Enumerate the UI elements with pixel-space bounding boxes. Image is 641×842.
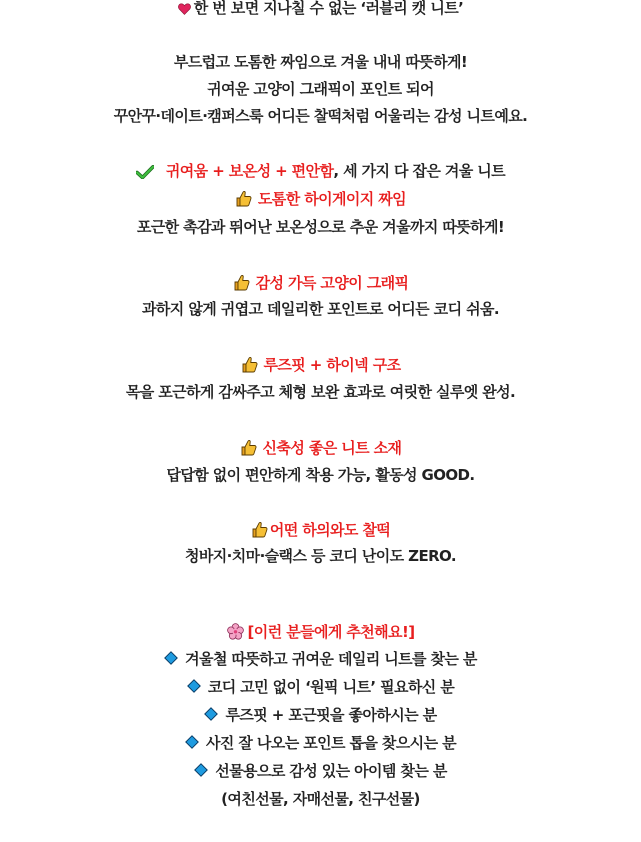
thumbs-up-icon xyxy=(240,439,257,456)
feature-desc: 과하지 않게 귀엽고 데일리한 포인트로 어디든 코디 쉬움. xyxy=(142,300,499,318)
recommend-item-text: 겨울철 따뜻하고 귀여운 데일리 니트를 찾는 분 xyxy=(185,650,477,668)
blue-diamond-icon xyxy=(194,763,208,777)
recommend-item xyxy=(0,761,641,781)
feature-title-text: 신축성 좋은 니트 소재 xyxy=(262,439,402,457)
heart-icon xyxy=(178,3,191,15)
feature-title-text: 루즈핏 + 하이넥 구조 xyxy=(263,356,401,374)
summary-highlight: 귀여움 + 보온성 + 편안함 xyxy=(165,162,334,180)
feature-title-text: 도톰한 하이게이지 짜임 xyxy=(257,190,407,208)
recommend-title xyxy=(0,622,641,642)
recommend-item-text: 코디 고민 없이 ‘원픽 니트’ 필요하신 분 xyxy=(207,678,455,696)
recommend-item xyxy=(0,677,641,697)
recommend-footnote: (여친선물, 자매선물, 친구선물) xyxy=(221,790,420,808)
recommend-item-text: 선물용으로 감성 있는 아이템 찾는 분 xyxy=(215,762,447,780)
recommend-title-text: [이런 분들에게 추천해요!] xyxy=(247,623,415,641)
feature-desc: 포근한 촉감과 뛰어난 보온성으로 추운 겨울까지 따뜻하게! xyxy=(136,218,505,236)
blue-diamond-icon xyxy=(204,707,218,721)
blue-diamond-icon xyxy=(164,651,178,665)
feature-title-text: 감성 가득 고양이 그래픽 xyxy=(255,274,409,292)
feature-desc: 목을 포근하게 감싸주고 체형 보완 효과로 여릿한 실루엣 완성. xyxy=(125,383,516,401)
feature-desc: 답답함 없이 편안하게 착용 가능, 활동성 GOOD. xyxy=(166,466,475,484)
intro-line: 부드럽고 도톰한 짜임으로 겨울 내내 따뜻하게! xyxy=(173,53,468,71)
thumbs-up-icon xyxy=(241,356,258,373)
feature-title xyxy=(0,355,641,375)
feature-title xyxy=(0,520,641,540)
recommend-item-text: 루즈핏 + 포근핏을 좋아하시는 분 xyxy=(225,706,437,724)
headline-text: 한 번 보면 지나칠 수 없는 ‘러블리 캣 니트’ xyxy=(193,0,464,17)
blue-diamond-icon xyxy=(185,735,199,749)
feature-title xyxy=(0,273,641,293)
feature-title xyxy=(0,438,641,458)
intro-line: 꾸안꾸·데이트·캠퍼스룩 어디든 찰떡처럼 어울리는 감성 니트예요. xyxy=(113,107,528,125)
intro-line: 귀여운 고양이 그래픽이 포인트 되어 xyxy=(207,80,434,98)
checkmark-icon xyxy=(136,165,154,179)
thumbs-up-icon xyxy=(235,190,252,207)
cherry-blossom-icon xyxy=(227,623,244,640)
recommend-item-text: 사진 잘 나오는 포인트 톱을 찾으시는 분 xyxy=(206,734,456,752)
headline xyxy=(0,0,641,18)
recommend-item xyxy=(0,733,641,753)
summary-line xyxy=(0,161,641,181)
summary-rest: , 세 가지 다 잡은 겨울 니트 xyxy=(333,162,506,180)
recommend-item xyxy=(0,649,641,669)
thumbs-up-icon xyxy=(251,521,268,538)
blue-diamond-icon xyxy=(187,679,201,693)
thumbs-up-icon xyxy=(233,274,250,291)
feature-title xyxy=(0,189,641,209)
recommend-item xyxy=(0,705,641,725)
feature-desc: 청바지·치마·슬랙스 등 코디 난이도 ZERO. xyxy=(185,547,456,565)
feature-title-text: 어떤 하의와도 찰떡 xyxy=(269,521,391,539)
